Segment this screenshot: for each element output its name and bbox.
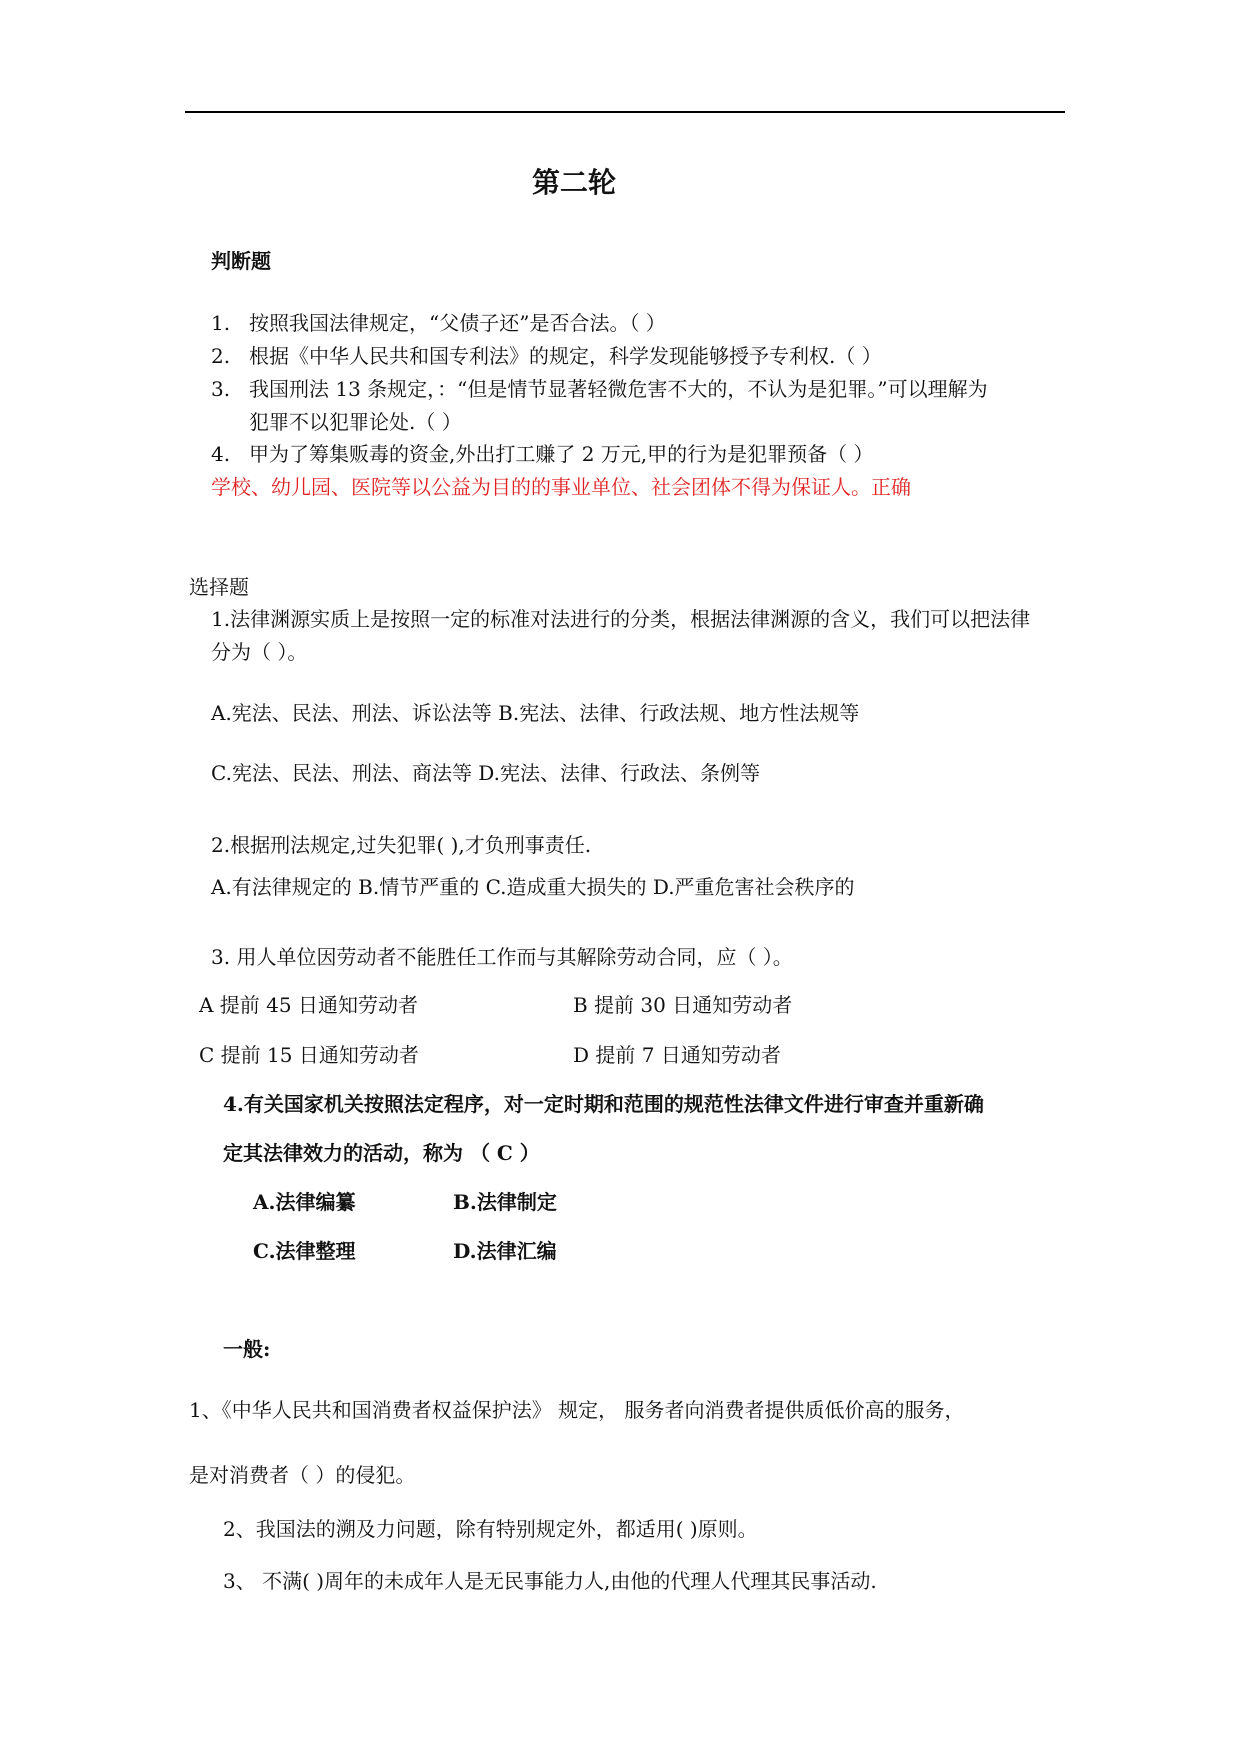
- item-text: 甲为了筹集贩毒的资金,外出打工赚了 2 万元,甲的行为是犯罪预备（ ）: [249, 442, 874, 466]
- choice-q2-text: 2.根据刑法规定,过失犯罪( ),才负刑事责任.: [211, 833, 592, 857]
- judgment-heading: 判断题: [211, 249, 271, 273]
- choice-q3-option-d: D 提前 7 日通知劳动者: [573, 1043, 781, 1067]
- choice-q1-options-cd: C.宪法、民法、刑法、商法等 D.宪法、法律、行政法、条例等: [211, 761, 760, 785]
- judgment-item-2: [211, 343, 882, 369]
- header-rule: [185, 111, 1065, 113]
- item-number: 1.: [211, 311, 231, 335]
- page-title: 第二轮: [532, 166, 617, 199]
- item-number: 4.: [211, 442, 231, 466]
- item-text: 根据《中华人民共和国专利法》的规定，科学发现能够授予专利权.（ ）: [249, 344, 882, 368]
- choice-q4-line1: 4.有关国家机关按照法定程序，对一定时期和范围的规范性法律文件进行审查并重新确: [223, 1092, 984, 1116]
- choice-q3-text: 3. 用人单位因劳动者不能胜任工作而与其解除劳动合同，应（ ）。: [211, 945, 793, 969]
- choice-q1-options-ab: A.宪法、民法、刑法、诉讼法等 B.宪法、法律、行政法规、地方性法规等: [211, 701, 860, 725]
- choice-q4-option-b: B.法律制定: [453, 1190, 557, 1214]
- choice-q2-options: A.有法律规定的 B.情节严重的 C.造成重大损失的 D.严重危害社会秩序的: [211, 875, 855, 899]
- red-note: 学校、幼儿园、医院等以公益为目的的事业单位、社会团体不得为保证人。正确: [211, 475, 911, 499]
- choice-q1-line2: 分为（ ）。: [211, 640, 308, 664]
- item-text: 我国刑法 13 条规定，：“但是情节显著轻微危害不大的，不认为是犯罪。”可以理解为: [249, 377, 988, 401]
- judgment-item-3: [211, 376, 988, 402]
- choice-q3-option-a: A 提前 45 日通知劳动者: [199, 993, 418, 1017]
- judgment-item-4: [211, 441, 874, 467]
- general-q2: 2、我国法的溯及力问题，除有特别规定外，都适用( )原则。: [223, 1517, 758, 1541]
- choice-q4-option-a: A.法律编纂: [253, 1190, 356, 1214]
- general-q1-line2: 是对消费者（ ）的侵犯。: [189, 1463, 416, 1487]
- item-number: 2.: [211, 344, 231, 368]
- general-q1-line1: 1、《中华人民共和国消费者权益保护法》 规定， 服务者向消费者提供质低价高的服务，: [189, 1398, 965, 1422]
- item-text: 按照我国法律规定，“父债子还”是否合法。（ ）: [249, 311, 666, 335]
- item-number: 3.: [211, 377, 231, 401]
- general-heading: 一般:: [223, 1337, 271, 1361]
- choice-q3-option-b: B 提前 30 日通知劳动者: [573, 993, 793, 1017]
- choice-heading: 选择题: [189, 575, 249, 599]
- choice-q4-option-c: C.法律整理: [253, 1239, 356, 1263]
- choice-q3-option-c: C 提前 15 日通知劳动者: [199, 1043, 419, 1067]
- judgment-item-1: [211, 310, 666, 336]
- choice-q4-option-d: D.法律汇编: [453, 1239, 557, 1263]
- choice-q1-line1: 1.法律渊源实质上是按照一定的标准对法进行的分类，根据法律渊源的含义，我们可以把法律: [211, 607, 1031, 631]
- judgment-item-3-continued: 犯罪不以犯罪论处.（ ）: [249, 410, 462, 434]
- choice-q4-line2: 定其法律效力的活动，称为 （ C ）: [223, 1141, 540, 1165]
- general-q3: 3、 不满( )周年的未成年人是无民事能力人,由他的代理人代理其民事活动.: [223, 1569, 877, 1593]
